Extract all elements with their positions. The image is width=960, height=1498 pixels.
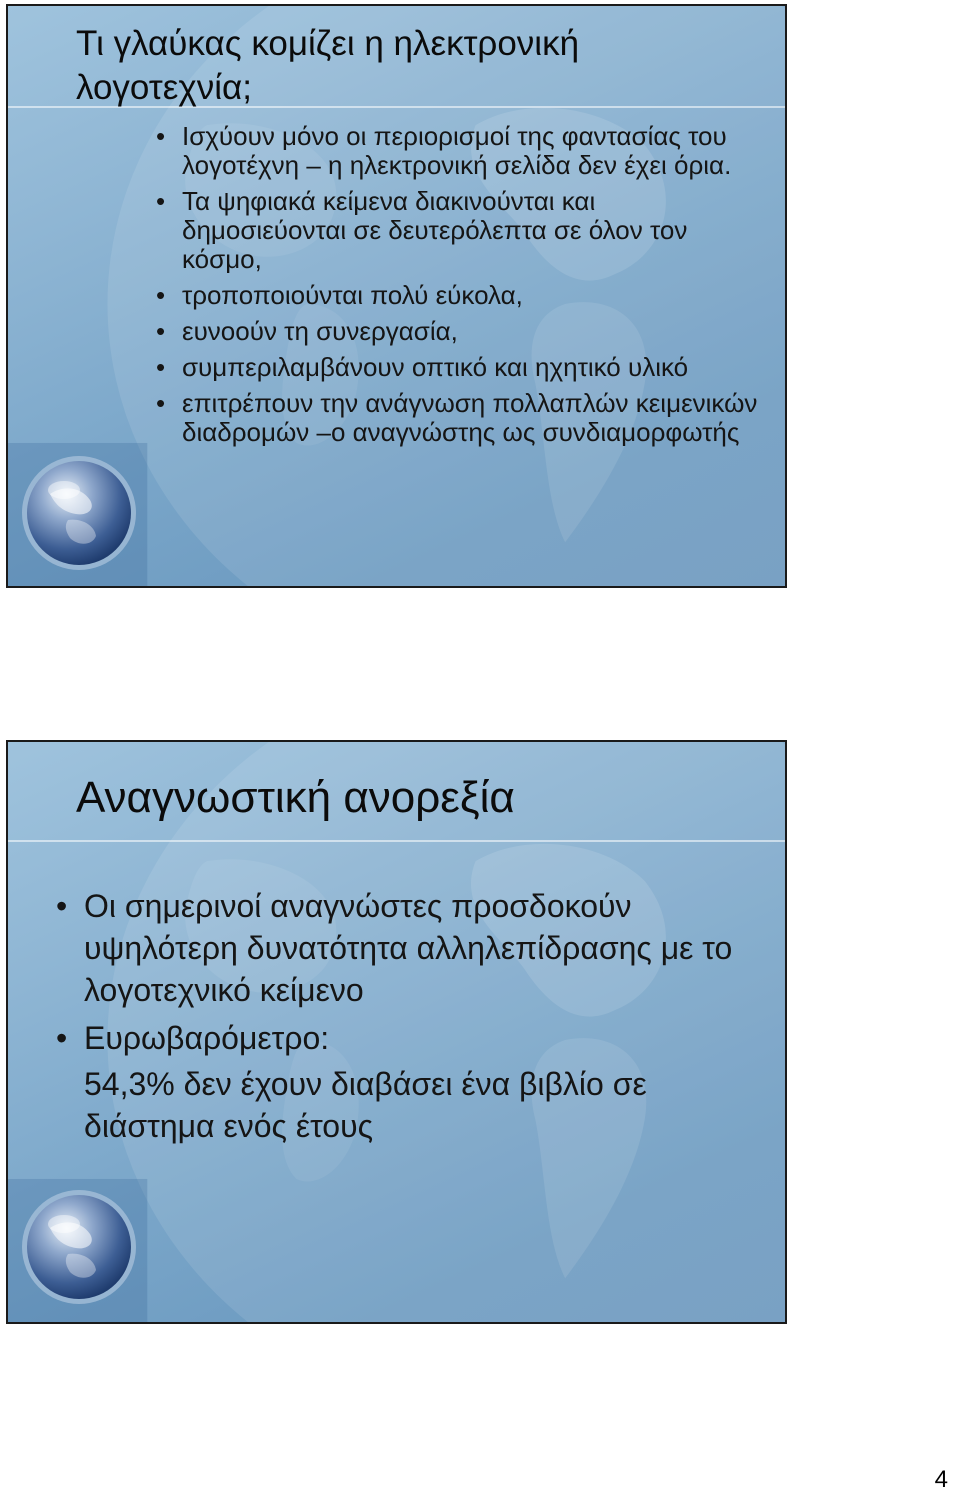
bullet-icon: •	[56, 1020, 68, 1056]
bullet-text: Ευρωβαρόμετρο:	[84, 1020, 330, 1056]
bullet-list	[156, 122, 766, 454]
bullet-icon: •	[156, 316, 166, 346]
list-item	[156, 389, 766, 447]
bullet-text: Τα ψηφιακά κείμενα διακινούνται και δημοσιεύονται σε δευτερόλεπτα σε όλον τον κόσμο,	[182, 186, 688, 274]
bullet-text: επιτρέπουν την ανάγνωση πολλαπλών κειμενικών διαδρομών –ο αναγνώστης ως συνδιαμορφωτής	[182, 388, 758, 447]
bullet-text: Οι σημερινοί αναγνώστες προσδοκούν υψηλότερη δυνατότητα αλληλεπίδρασης με το λογοτεχνικό κείμενο	[84, 888, 733, 1008]
slide-title: Τι γλαύκας κομίζει η ηλεκτρονική λογοτεχνία;	[76, 24, 580, 107]
page-number: 4	[934, 1466, 948, 1493]
bullet-text: ευνοούν τη συνεργασία,	[182, 316, 458, 346]
bullet-icon: •	[156, 352, 166, 382]
list-item	[156, 281, 766, 310]
list-item	[156, 317, 766, 346]
list-item	[56, 1017, 756, 1059]
bullet-icon: •	[156, 121, 166, 151]
bullet-text: συμπεριλαμβάνουν οπτικό και ηχητικό υλικό	[182, 352, 689, 382]
slide-1	[6, 4, 787, 588]
slide-title: Αναγνωστική ανορεξία	[76, 773, 515, 822]
bullet-icon: •	[156, 186, 166, 216]
list-item	[156, 122, 766, 180]
title-divider	[8, 840, 785, 842]
list-item	[56, 885, 756, 1011]
bullet-list	[56, 885, 756, 1147]
bullet-icon: •	[56, 888, 68, 924]
list-item-continuation	[56, 1063, 756, 1147]
list-item	[156, 187, 766, 274]
bullet-icon: •	[156, 388, 166, 418]
slide-2	[6, 740, 787, 1324]
bullet-text: τροποποιούνται πολύ εύκολα,	[182, 280, 523, 310]
globe-icon	[20, 454, 138, 572]
bullet-icon: •	[156, 280, 166, 310]
list-item	[156, 353, 766, 382]
bullet-text: 54,3% δεν έχουν διαβάσει ένα βιβλίο σε διάστημα ενός έτους	[84, 1066, 647, 1144]
globe-icon	[20, 1188, 138, 1306]
bullet-text: Ισχύουν μόνο οι περιορισμοί της φαντασίας του λογοτέχνη – η ηλεκτρονική σελίδα δεν έχει όρια.	[182, 121, 732, 180]
